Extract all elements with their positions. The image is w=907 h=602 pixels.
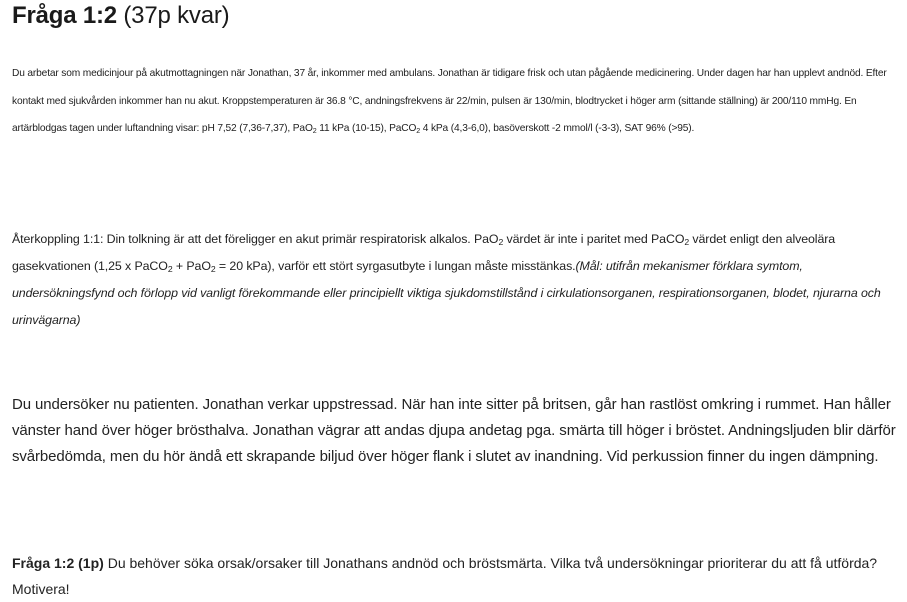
feedback-paragraph	[12, 226, 897, 334]
question-label: Fråga 1:2 (1p)	[12, 555, 104, 571]
feedback-text-4: + PaO	[172, 259, 211, 273]
case-text-2: 11 kPa (10-15), PaCO	[316, 123, 417, 134]
subscript: 2	[210, 264, 216, 274]
page-title	[12, 2, 229, 30]
feedback-text-2: värdet är inte i paritet med PaCO	[503, 232, 685, 246]
case-text-1: Du arbetar som medicinjour på akutmottagningen när Jonathan, 37 år, inkommer med ambulans. Jonathan är tidigare frisk och utan pågående medicinering. Under dagen har han upplevt andnöd. Efter kontakt med sjukvården inkommer han nu akut. Kroppstemperaturen är 36.8 °C, andningsfrekvens är 22/min, pulsen är 130/min, blodtrycket i höger arm (sittande ställning) är 200/110 mmHg. En artärblodgas tagen under luftandning visar: pH 7,52 (7,36-7,37), PaO	[12, 68, 887, 134]
question-prompt	[12, 550, 897, 602]
question-text: Du behöver söka orsak/orsaker till Jonathans andnöd och bröstsmärta. Vilka två undersökningar prioriterar du att få utförda? Motivera!	[12, 555, 878, 597]
case-text-3: 4 kPa (4,3-6,0), basöverskott -2 mmol/l (-3-3), SAT 96% (>95).	[420, 123, 695, 134]
feedback-text-3: värdet enligt den alveolära gasekvationen (1,25 x PaCO	[12, 232, 836, 273]
subscript: 2	[416, 127, 421, 135]
subscript: 2	[312, 127, 317, 135]
feedback-text-1: Återkoppling 1:1: Din tolkning är att det föreligger en akut primär respiratorisk alkalos. PaO	[12, 232, 499, 246]
points-remaining: (37p kvar)	[123, 2, 230, 29]
question-number: Fråga 1:2	[12, 2, 117, 29]
feedback-text-5: = 20 kPa), varför ett stört syrgasutbyte i lungan måste misstänkas.	[215, 259, 576, 273]
subscript: 2	[684, 237, 690, 247]
examination-paragraph: Du undersöker nu patienten. Jonathan verkar uppstressad. När han inte sitter på britsen, går han rastlöst omkring i rummet. Han håller vänster hand över höger brösthalva. Jonathan vägrar att andas djupa andetag pga. smärta till höger i bröstet. Andningsljuden blir därför svårbedömda, men du hör ändå ett skrapande biljud över höger flank i slutet av inandning. Vid perkussion finner du ingen dämpning.	[12, 396, 896, 465]
subscript: 2	[498, 237, 504, 247]
case-description	[12, 60, 897, 143]
subscript: 2	[167, 264, 173, 274]
learning-goal: (Mål: utifrån mekanismer förklara symtom, undersökningsfynd och förlopp vid vanligt förekommande eller principiellt viktiga sjukdomstillstånd i cirkulationsorganen, respirationsorganen, blodet, njurarna och urinvägarna)	[12, 259, 881, 327]
